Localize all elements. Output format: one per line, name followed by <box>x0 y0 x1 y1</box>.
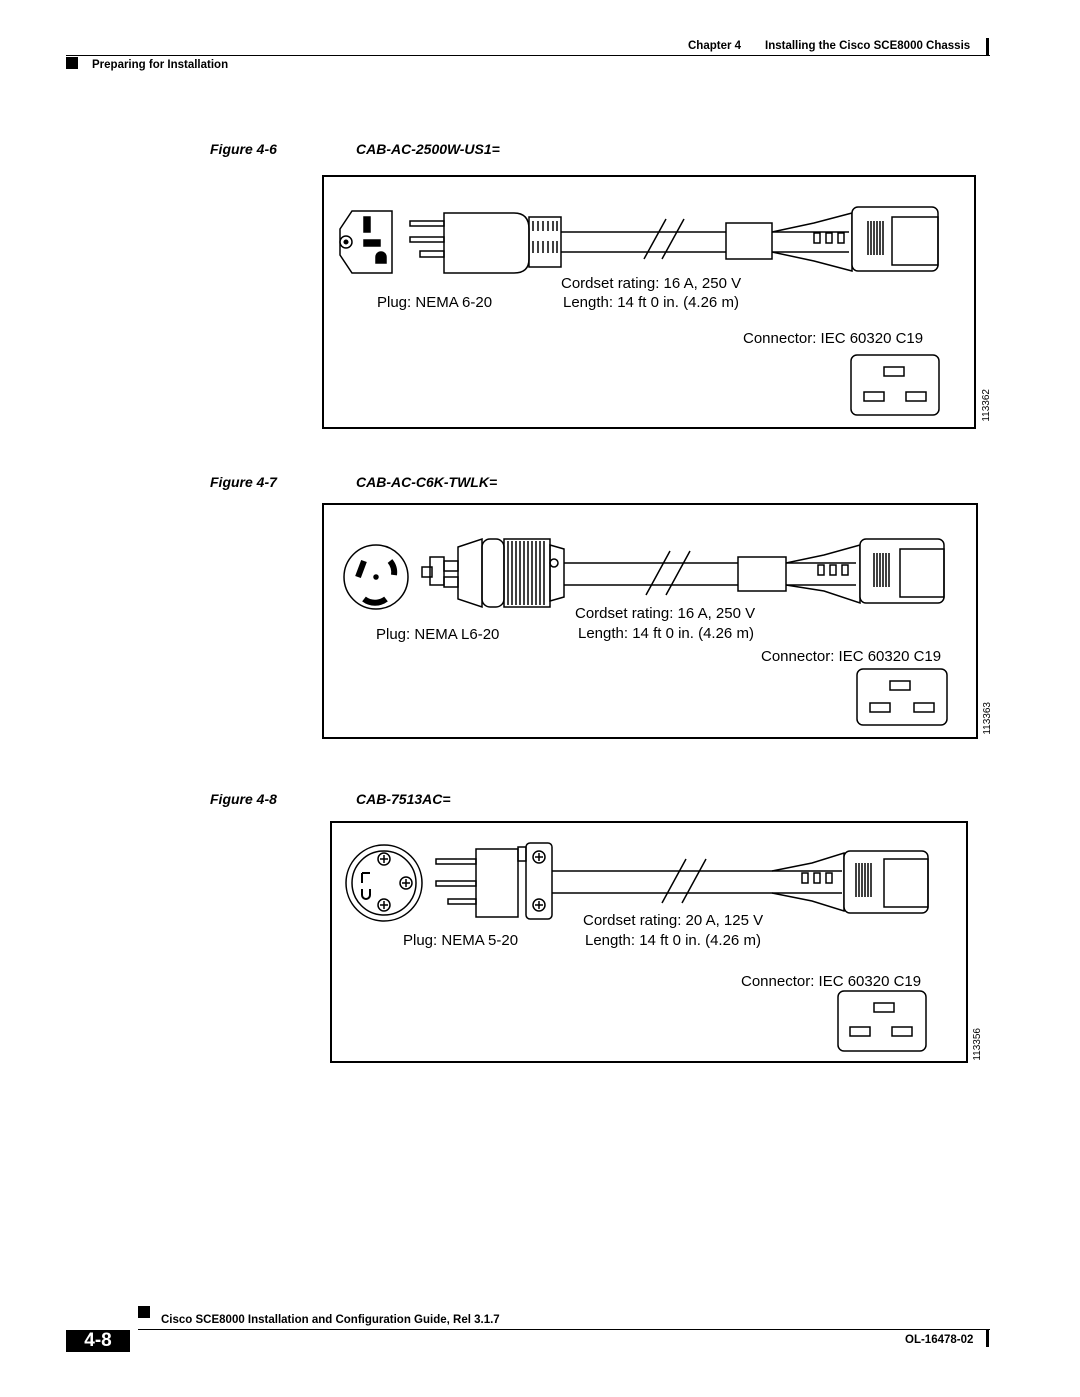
connector-type: Connector: IEC 60320 C19 <box>741 973 922 990</box>
plug-type: Plug: NEMA 6-20 <box>377 294 493 311</box>
cable-length: Length: 14 ft 0 in. (4.26 m) <box>585 932 761 949</box>
page-number: 4-8 <box>66 1330 130 1352</box>
header-section: Preparing for Installation <box>92 59 229 71</box>
connector-type: Connector: IEC 60320 C19 <box>743 330 924 347</box>
header-rule <box>66 55 990 56</box>
iec-c19-face-icon <box>838 991 926 1051</box>
figure-title: CAB-AC-C6K-TWLK= <box>356 474 498 490</box>
footer-square <box>138 1306 150 1318</box>
cordset-rating: Cordset rating: 16 A, 250 V <box>575 605 756 622</box>
figure-title: CAB-7513AC= <box>356 791 451 807</box>
cordset-rating: Cordset rating: 16 A, 250 V <box>561 275 742 292</box>
figure-id: 113362 <box>981 389 992 422</box>
footer-guide-title: Cisco SCE8000 Installation and Configuration Guide, Rel 3.1.7 <box>161 1314 500 1326</box>
header-bar-right <box>986 38 989 55</box>
figure-id: 113356 <box>972 1028 983 1061</box>
header-chapter-title: Installing the Cisco SCE8000 Chassis <box>765 40 971 52</box>
footer-bar-right <box>986 1330 989 1347</box>
figure-label: Figure 4-6 <box>210 141 277 157</box>
plug-body-icon <box>444 213 529 273</box>
figure-label: Figure 4-8 <box>210 791 277 807</box>
figure-label: Figure 4-7 <box>210 474 277 490</box>
figure-id: 113363 <box>982 702 993 735</box>
figure-title: CAB-AC-2500W-US1= <box>356 141 500 157</box>
plug-type: Plug: NEMA 5-20 <box>403 932 519 949</box>
plug-body-icon <box>476 849 518 917</box>
iec-c19-face-icon <box>857 669 947 725</box>
chapter-number: Chapter 4 <box>688 40 742 52</box>
iec-c19-face-icon <box>851 355 939 415</box>
footer-rule <box>138 1329 990 1330</box>
header-square <box>66 57 78 69</box>
header-chapter <box>688 40 741 52</box>
plug-body-icon <box>482 539 504 607</box>
connector-type: Connector: IEC 60320 C19 <box>761 648 942 665</box>
cable-length: Length: 14 ft 0 in. (4.26 m) <box>563 294 739 311</box>
footer-doc-number: OL-16478-02 <box>905 1334 974 1346</box>
plug-type: Plug: NEMA L6-20 <box>376 626 500 643</box>
cable-length: Length: 14 ft 0 in. (4.26 m) <box>578 625 754 642</box>
cordset-rating: Cordset rating: 20 A, 125 V <box>583 912 764 929</box>
